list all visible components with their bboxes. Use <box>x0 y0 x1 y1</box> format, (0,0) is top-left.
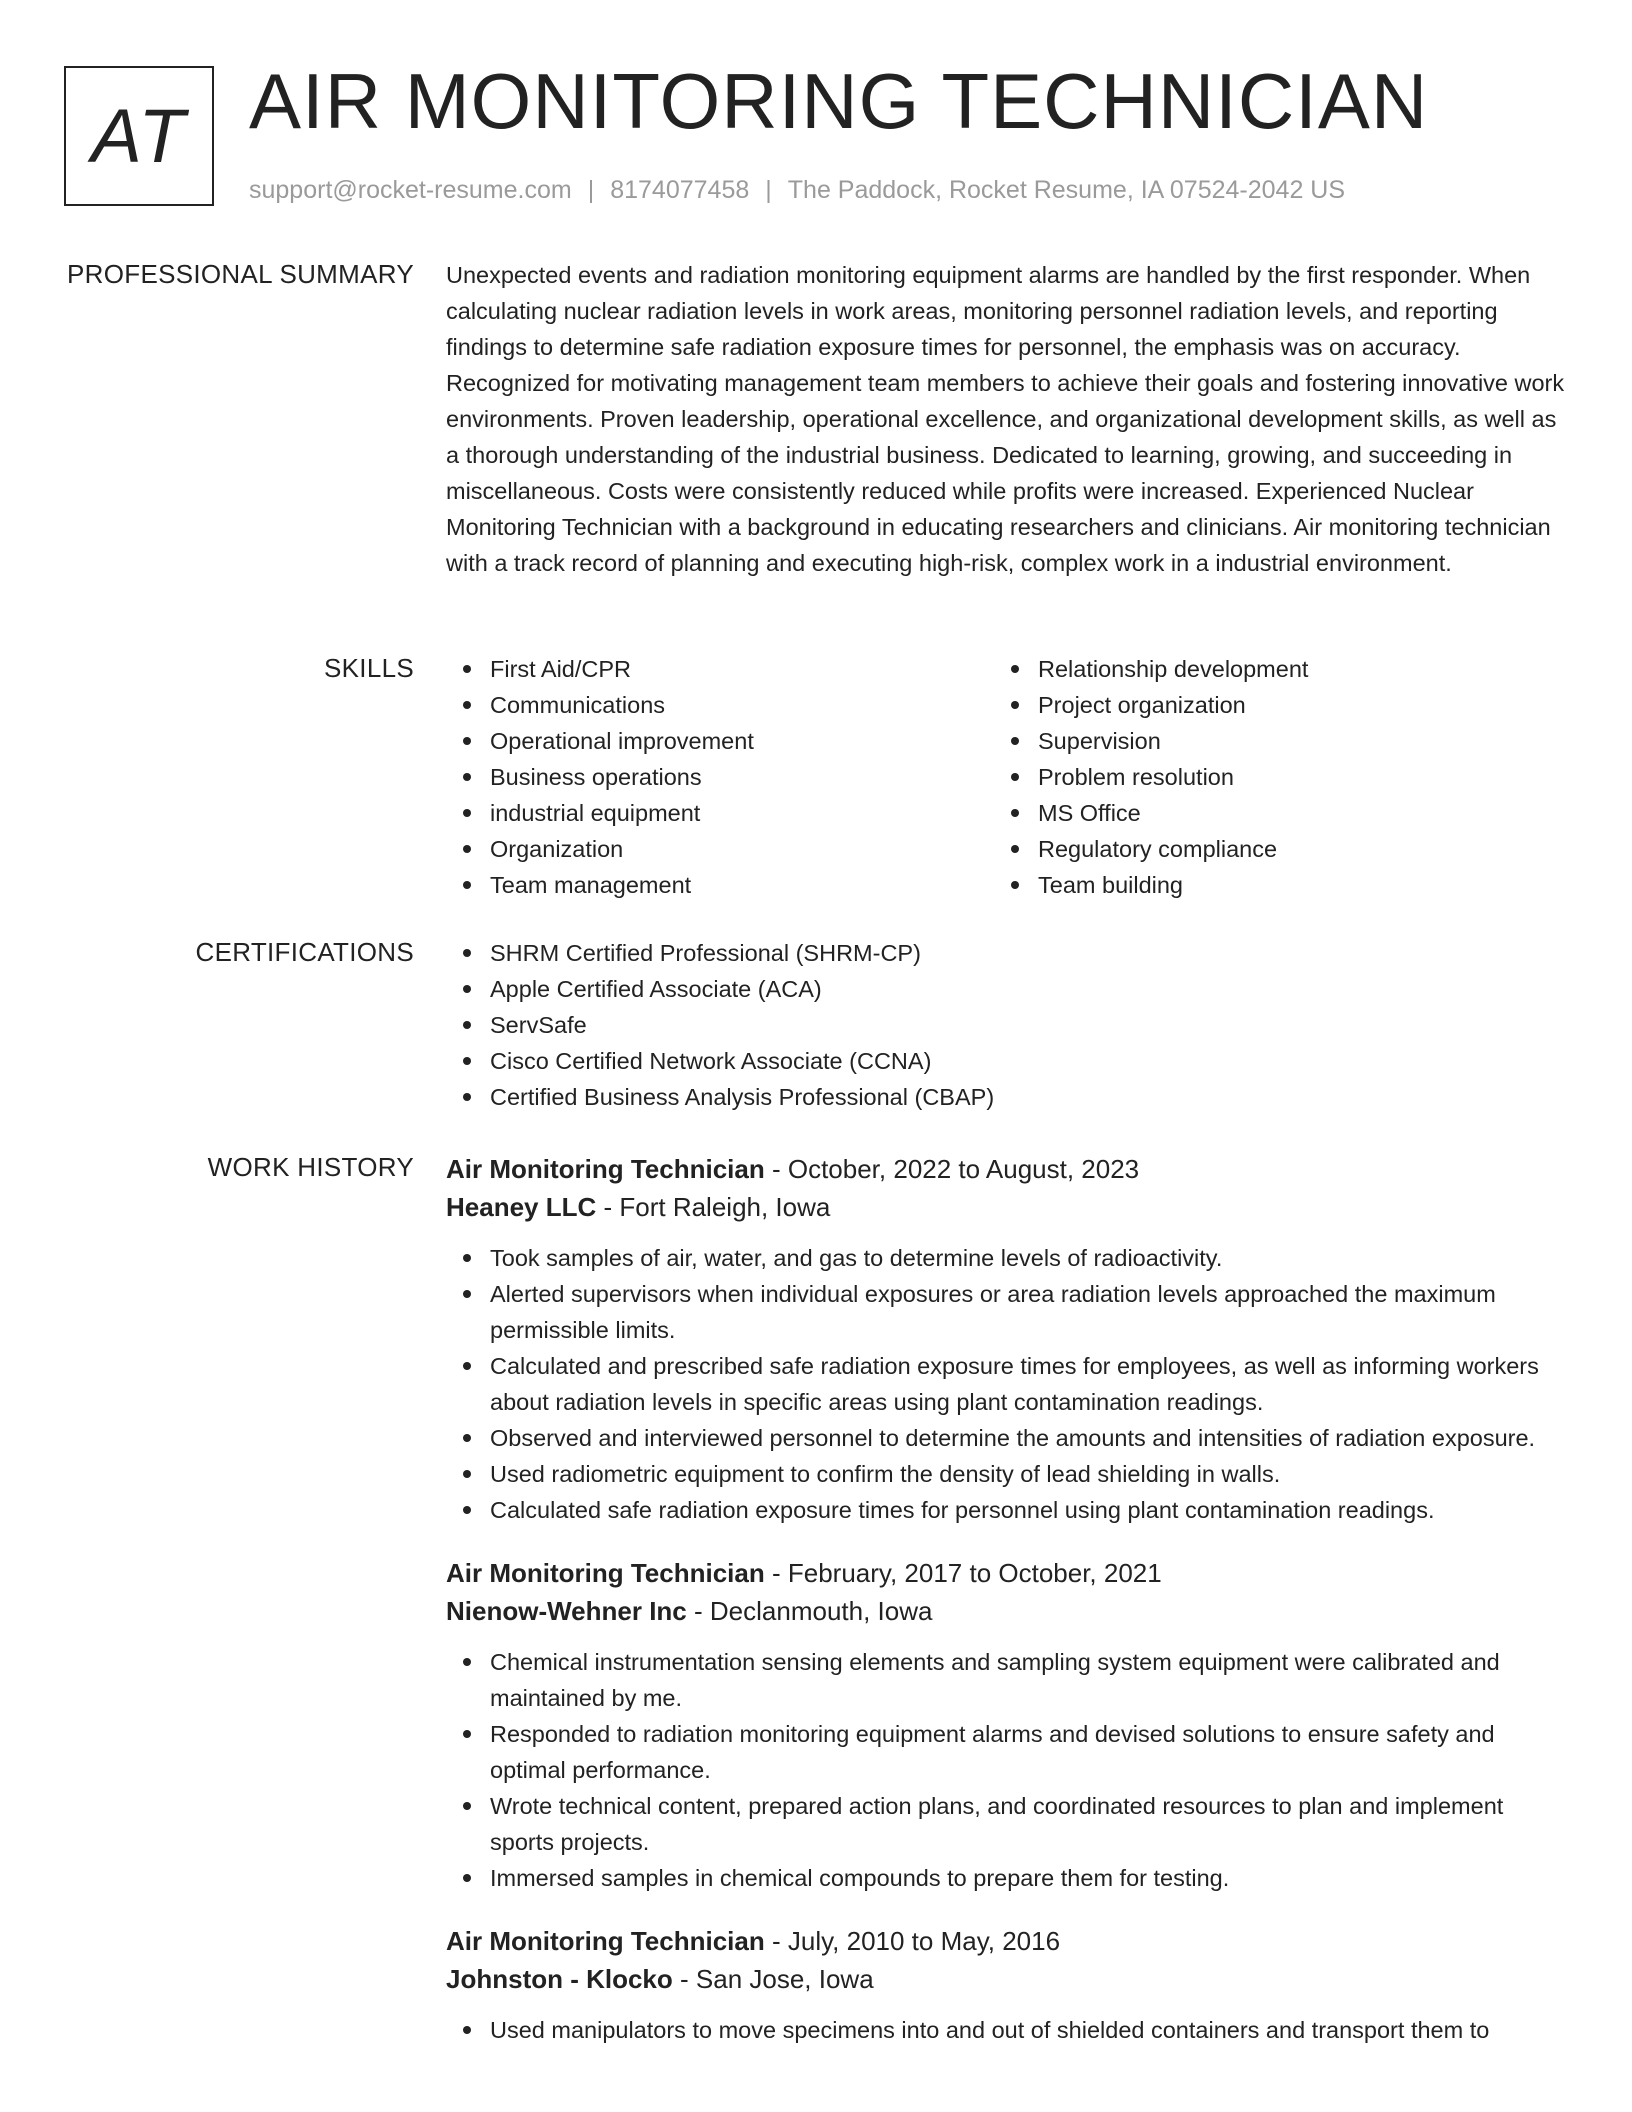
list-item: Certified Business Analysis Professional (CBAP) <box>490 1079 1566 1115</box>
contact-separator: | <box>587 176 595 204</box>
job-title-line <box>446 1554 1566 1592</box>
list-item: Communications <box>490 687 994 723</box>
list-item: Chemical instrumentation sensing elements and sampling system equipment were calibrated and maintained by me. <box>490 1644 1566 1716</box>
job-company-line <box>446 1960 1566 1998</box>
job-location: - Fort Raleigh, Iowa <box>596 1192 831 1222</box>
job-duties-list <box>446 2012 1566 2048</box>
list-item: Wrote technical content, prepared action plans, and coordinated resources to plan and implement sports projects. <box>490 1788 1566 1860</box>
contact-line <box>249 174 1345 206</box>
list-item: Regulatory compliance <box>1038 831 1542 867</box>
job-entry <box>446 1150 1566 1528</box>
list-item: First Aid/CPR <box>490 651 994 687</box>
job-company: Nienow-Wehner Inc <box>446 1596 687 1626</box>
list-item: Used manipulators to move specimens into and out of shielded containers and transport them to <box>490 2012 1566 2048</box>
job-role: Air Monitoring Technician <box>446 1926 765 1956</box>
list-item: Team building <box>1038 867 1542 903</box>
list-item: Business operations <box>490 759 994 795</box>
job-location: - San Jose, Iowa <box>672 1964 874 1994</box>
job-role: Air Monitoring Technician <box>446 1558 765 1588</box>
list-item: Used radiometric equipment to confirm the density of lead shielding in walls. <box>490 1456 1566 1492</box>
job-dates: - February, 2017 to October, 2021 <box>764 1558 1162 1588</box>
list-item: ServSafe <box>490 1007 1566 1043</box>
job-title-line <box>446 1922 1566 1960</box>
list-item: Project organization <box>1038 687 1542 723</box>
job-entry <box>446 1554 1566 1896</box>
list-item: MS Office <box>1038 795 1542 831</box>
list-item: Took samples of air, water, and gas to determine levels of radioactivity. <box>490 1240 1566 1276</box>
list-item: Observed and interviewed personnel to determine the amounts and intensities of radiation exposure. <box>490 1420 1566 1456</box>
list-item: industrial equipment <box>490 795 994 831</box>
job-company: Johnston - Klocko <box>446 1964 673 1994</box>
job-company: Heaney LLC <box>446 1192 597 1222</box>
list-item: Calculated and prescribed safe radiation exposure times for employees, as well as informing workers about radiation levels in specific areas using plant contamination readings. <box>490 1348 1566 1420</box>
list-item: Relationship development <box>1038 651 1542 687</box>
list-item: SHRM Certified Professional (SHRM-CP) <box>490 935 1566 971</box>
section-title-work-history: WORK HISTORY <box>207 1152 414 1182</box>
job-company-line <box>446 1188 1566 1226</box>
contact-address: The Paddock, Rocket Resume, IA 07524-2042 US <box>787 176 1346 204</box>
list-item: Responded to radiation monitoring equipment alarms and devised solutions to ensure safety and optimal performance. <box>490 1716 1566 1788</box>
list-item: Organization <box>490 831 994 867</box>
contact-email[interactable]: support@rocket-resume.com <box>249 176 572 204</box>
summary-text: Unexpected events and radiation monitoring equipment alarms are handled by the first responder. When calculating nuclear radiation levels in work areas, monitoring personnel radiation levels, and reporting findings to determine safe radiation exposure times for personnel, the emphasis was on accuracy. Recognized for motivating management team members to achieve their goals and fostering innovative work environments. Proven leadership, operational excellence, and organizational development skills, as well as a thorough understanding of the industrial business. Dedicated to learning, growing, and succeeding in miscellaneous. Costs were consistently reduced while profits were increased. Experienced Nuclear Monitoring Technician with a background in educating researchers and clinicians. Air monitoring technician with a track record of planning and executing high-risk, complex work in a industrial environment. <box>446 262 1565 576</box>
job-dates: - October, 2022 to August, 2023 <box>764 1154 1140 1184</box>
list-item: Supervision <box>1038 723 1542 759</box>
work-history-list <box>446 1150 1566 2074</box>
section-title-certifications: CERTIFICATIONS <box>195 937 414 967</box>
monogram-badge: AT <box>64 66 214 206</box>
contact-separator: | <box>765 176 772 204</box>
section-title-summary: PROFESSIONAL SUMMARY <box>67 259 414 289</box>
candidate-name: AIR MONITORING TECHNICIAN <box>249 57 1429 145</box>
section-title-skills: SKILLS <box>324 653 414 683</box>
skills-list-left <box>446 651 994 903</box>
list-item: Alerted supervisors when individual exposures or area radiation levels approached the maximum permissible limits. <box>490 1276 1566 1348</box>
list-item: Team management <box>490 867 994 903</box>
certifications-list <box>446 935 1566 1115</box>
job-dates: - July, 2010 to May, 2016 <box>764 1926 1061 1956</box>
job-duties-list <box>446 1240 1566 1528</box>
job-entry <box>446 1922 1566 2048</box>
job-location: - Declanmouth, Iowa <box>686 1596 933 1626</box>
job-role: Air Monitoring Technician <box>446 1154 765 1184</box>
list-item: Apple Certified Associate (ACA) <box>490 971 1566 1007</box>
skills-list-right <box>994 651 1542 903</box>
list-item: Calculated safe radiation exposure times for personnel using plant contamination readings. <box>490 1492 1566 1528</box>
job-title-line <box>446 1150 1566 1188</box>
list-item: Problem resolution <box>1038 759 1542 795</box>
resume-header <box>0 0 1632 230</box>
job-duties-list <box>446 1644 1566 1896</box>
job-company-line <box>446 1592 1566 1630</box>
contact-phone[interactable]: 8174077458 <box>610 176 750 204</box>
list-item: Cisco Certified Network Associate (CCNA) <box>490 1043 1566 1079</box>
list-item: Immersed samples in chemical compounds to prepare them for testing. <box>490 1860 1566 1896</box>
list-item: Operational improvement <box>490 723 994 759</box>
